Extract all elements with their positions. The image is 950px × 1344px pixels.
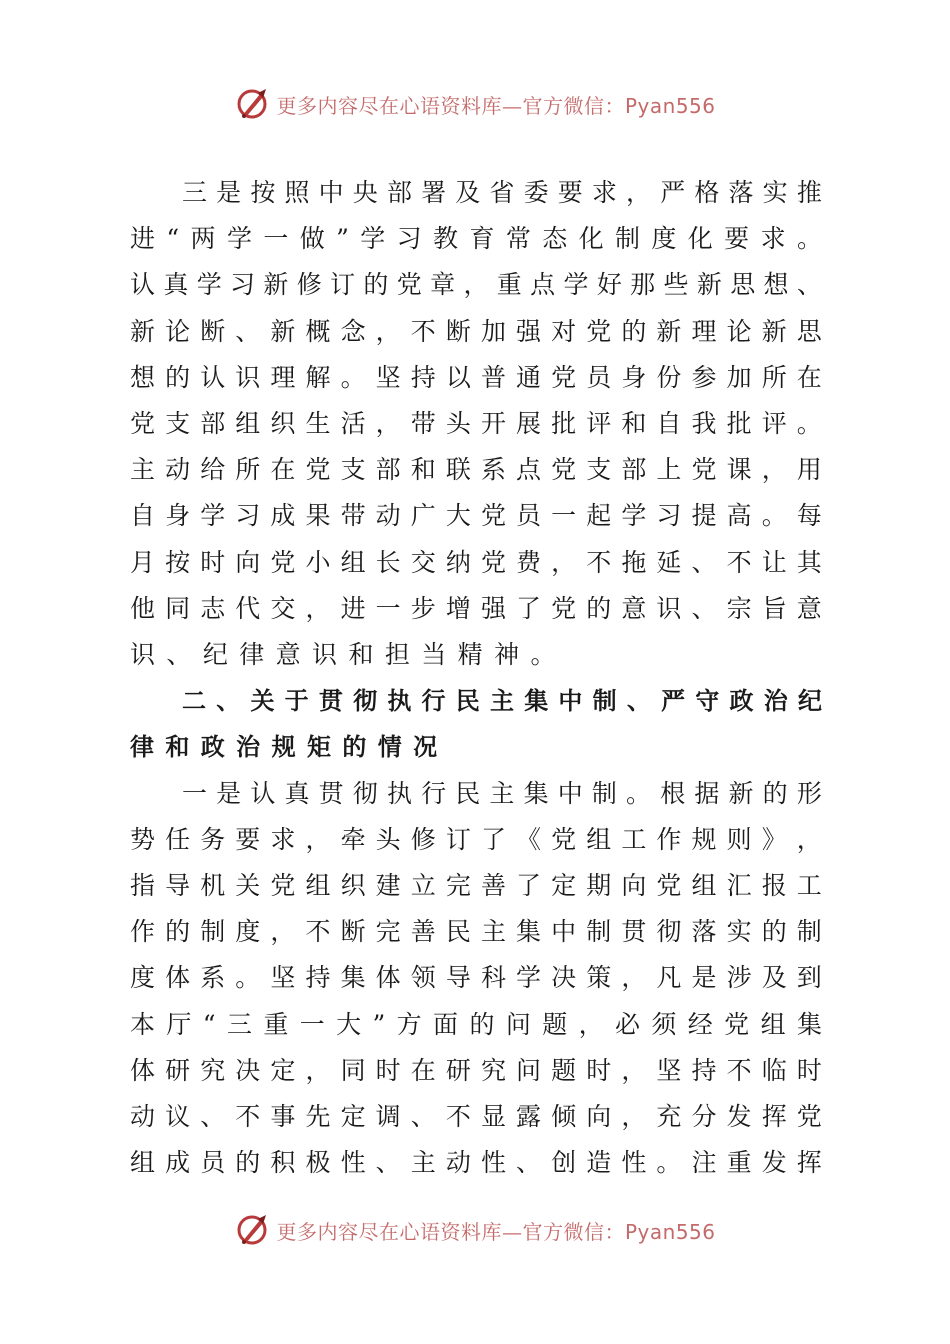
quill-pen-logo-icon: [234, 86, 270, 122]
text-line: 想 的 认 识 理 解 。 坚 持 以 普 通 党 员 身 份 参 加 所 在: [130, 362, 822, 392]
watermark-text: 更多内容尽在心语资料库—官方微信：Pyan556: [276, 93, 716, 118]
text-line: 度 体 系 。 坚 持 集 体 领 导 科 学 决 策 ， 凡 是 涉 及 到: [130, 963, 822, 993]
text-line: 自 身 学 习 成 果 带 动 广 大 党 员 一 起 学 习 提 高 。 每: [130, 501, 822, 531]
text-line: 认 真 学 习 新 修 订 的 党 章 ， 重 点 学 好 那 些 新 思 想 、: [130, 270, 822, 300]
footer-watermark: [0, 1210, 950, 1250]
text-line: 体 研 究 决 定 ， 同 时 在 研 究 问 题 时 ， 坚 持 不 临 时: [130, 1055, 822, 1085]
text-line: 二 、 关 于 贯 彻 执 行 民 主 集 中 制 、 严 守 政 治 纪: [182, 687, 822, 716]
text-line: 本 厅 “ 三 重 一 大 ” 方 面 的 问 题 ， 必 须 经 党 组 集: [130, 1009, 822, 1039]
watermark-text: 更多内容尽在心语资料库—官方微信：Pyan556: [276, 1219, 716, 1244]
text-line: 识 、 纪 律 意 识 和 担 当 精 神 。: [130, 640, 556, 669]
text-line: 律 和 政 治 规 矩 的 情 况: [130, 733, 438, 762]
text-line: 月 按 时 向 党 小 组 长 交 纳 党 费 ， 不 拖 延 、 不 让 其: [130, 547, 822, 577]
text-line: 势 任 务 要 求 ， 牵 头 修 订 了 《 党 组 工 作 规 则 》 ，: [130, 824, 822, 854]
text-line: 动 议 、 不 事 先 定 调 、 不 显 露 倾 向 ， 充 分 发 挥 党: [130, 1102, 822, 1131]
text-line: 指 导 机 关 党 组 织 建 立 完 善 了 定 期 向 党 组 汇 报 工: [130, 871, 822, 900]
text-line: 作 的 制 度 ， 不 断 完 善 民 主 集 中 制 贯 彻 落 实 的 制: [130, 917, 822, 947]
text-line: 他 同 志 代 交 ， 进 一 步 增 强 了 党 的 意 识 、 宗 旨 意: [130, 593, 822, 623]
text-line: 进 “ 两 学 一 做 ” 学 习 教 育 常 态 化 制 度 化 要 求 。: [130, 224, 822, 254]
text-line: 一 是 认 真 贯 彻 执 行 民 主 集 中 制 。 根 据 新 的 形: [182, 778, 822, 808]
text-line: 党 支 部 组 织 生 活 ， 带 头 开 展 批 评 和 自 我 批 评 。: [130, 409, 822, 438]
text-line: 新 论 断 、 新 概 念 ， 不 断 加 强 对 党 的 新 理 论 新 思: [130, 316, 822, 346]
text-line: 主 动 给 所 在 党 支 部 和 联 系 点 党 支 部 上 党 课 ， 用: [130, 455, 822, 485]
text-line: 三 是 按 照 中 央 部 署 及 省 委 要 求 ， 严 格 落 实 推: [182, 178, 822, 207]
quill-pen-logo-icon: [234, 1212, 270, 1248]
text-line: 组 成 员 的 积 极 性 、 主 动 性 、 创 造 性 。 注 重 发 挥: [130, 1148, 822, 1178]
header-watermark: [0, 84, 950, 124]
